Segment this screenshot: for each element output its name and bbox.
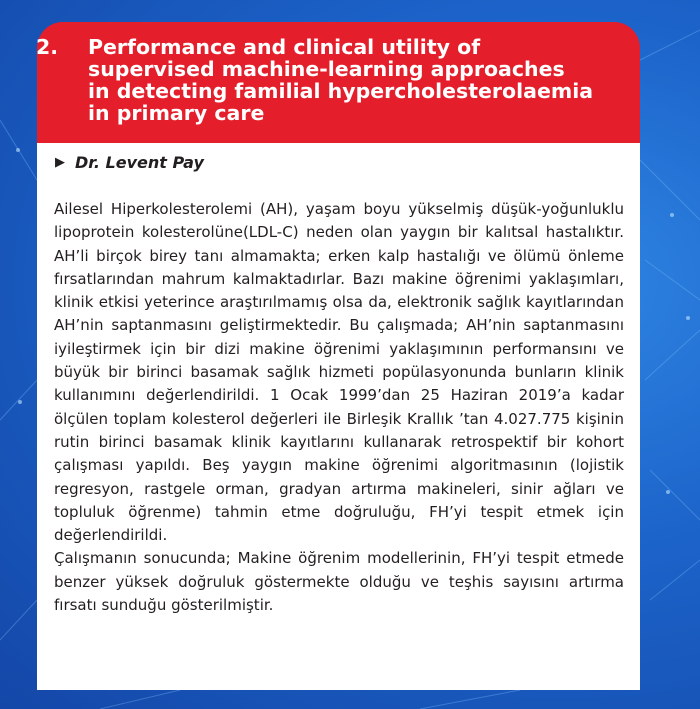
author-line — [55, 153, 204, 172]
article-title — [36, 35, 632, 125]
play-triangle-icon: ▶ — [55, 155, 65, 170]
title-line-2: supervised machine-learning approaches — [88, 57, 565, 81]
paragraph-2: Çalışmanın sonucunda; Makine öğrenim modellerinin, FH’yi tespit etmede benzer yüksek doğruluk göstermekte olduğu ve teşhis sayısını artırma fırsatı sunduğu gösterilmiştir. — [54, 549, 624, 615]
title-line-4: in primary care — [88, 101, 265, 125]
paragraph-1: Ailesel Hiperkolesterolemi (AH), yaşam boyu yükselmiş düşük-yoğunluklu lipoprotein kolesterolüne(LDL-C) neden olan yaygın bir kalıtsal hastalıktır. AH’li birçok birey tanı almamakta; erken kalp hastalığı ve ölümü önleme fırsatlarından mahrum kalmaktadırlar. Bazı makine öğrenimi yaklaşımları, klinik etkisi yeterince araştırılmamış olsa da, elektronik sağlık kayıtlarından AH’nin saptanmasını geliştirmektedir. Bu çalışmada; AH’nin saptanmasını iyileştirmek için bir dizi makine öğrenimi yaklaşımının performansını ve büyük bir birinci basamak sağlık hizmeti popülasyonunda bunların klinik kullanımını değerlendirildi. 1 Ocak 1999’dan 25 Haziran 2019’a kadar ölçülen toplam kolesterol değerleri ile Birleşik Krallık ’tan 4.027.775 kişinin rutin birinci basamak klinik kayıtlarını kullanarak retrospektif bir kohort çalışması yapıldı. Beş yaygın makine öğrenimi algoritmasının (lojistik regresyon, rastgele orman, gradyan artırma makineleri, sinir ağları ve topluluk öğrenme) tahmin etme doğruluğu, FH’yi tespit etmek için değerlendirildi. — [54, 200, 624, 545]
title-line-1 — [36, 35, 632, 59]
title-line-1-text: Performance and clinical utility of — [88, 35, 481, 59]
article-number: 2. — [36, 35, 59, 59]
article-card — [37, 22, 640, 690]
article-text — [54, 198, 624, 617]
title-line-3: in detecting familial hypercholesterolaemia — [88, 79, 594, 103]
article-header — [37, 22, 640, 143]
article-body — [37, 143, 640, 690]
author-name: Dr. Levent Pay — [75, 153, 204, 172]
